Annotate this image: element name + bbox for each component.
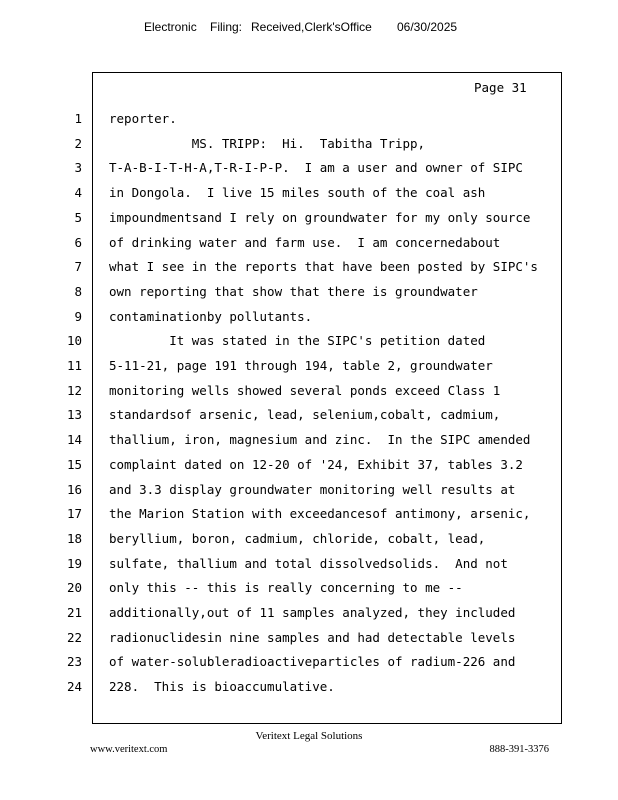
- header-date: 06/30/2025: [397, 20, 458, 34]
- line-text: beryllium, boron, cadmium, chloride, cobalt, lead,: [109, 530, 486, 546]
- line-number: 16: [66, 481, 82, 497]
- line-text: thallium, iron, magnesium and zinc. In the SIPC amended: [109, 432, 531, 448]
- transcript-line: [0, 630, 618, 654]
- transcript-line: [0, 457, 618, 481]
- line-text: radionuclidesin nine samples and had detectable levels: [109, 629, 516, 645]
- line-number: 19: [66, 555, 82, 571]
- line-text: T-A-B-I-T-H-A,T-R-I-P-P. I am a user and owner of SIPC: [109, 160, 523, 176]
- line-text: MS. TRIPP: Hi. Tabitha Tripp,: [109, 135, 426, 151]
- line-text: and 3.3 display groundwater monitoring well results at: [109, 481, 516, 497]
- line-text: sulfate, thallium and total dissolvedsolids. And not: [109, 555, 508, 571]
- line-number: 5: [74, 209, 82, 225]
- transcript-line: [0, 482, 618, 506]
- line-text: reporter.: [109, 111, 177, 126]
- line-number: 15: [66, 456, 82, 472]
- line-text: 228. This is bioaccumulative.: [109, 679, 335, 695]
- line-text: in Dongola. I live 15 miles south of the coal ash: [109, 185, 486, 201]
- transcript-line: [0, 531, 618, 555]
- line-number: 6: [74, 234, 82, 250]
- line-number: 13: [66, 407, 82, 423]
- transcript-line: [0, 556, 618, 580]
- line-number: 9: [74, 308, 82, 324]
- line-number: 17: [66, 506, 82, 522]
- transcript-line: [0, 383, 618, 407]
- transcript-line: [0, 679, 618, 703]
- line-text: 5-11-21, page 191 through 194, table 2, groundwater: [109, 358, 493, 373]
- transcript-line: [0, 605, 618, 629]
- header-filing: Filing:: [210, 20, 243, 34]
- transcript-line: [0, 333, 618, 357]
- line-text: of water-solubleradioactiveparticles of radium-226 and: [109, 654, 516, 670]
- transcript-line: [0, 580, 618, 604]
- line-number: 12: [66, 382, 82, 398]
- line-text: It was stated in the SIPC's petition dated: [109, 333, 486, 349]
- transcript-line: [0, 407, 618, 431]
- line-text: the Marion Station with exceedancesof antimony, arsenic,: [109, 506, 531, 522]
- line-number: 21: [66, 605, 82, 620]
- line-text: contaminationby pollutants.: [109, 308, 313, 324]
- line-number: 3: [74, 160, 82, 176]
- line-number: 14: [66, 432, 82, 448]
- page-number: Page 31: [474, 80, 527, 95]
- line-number: 11: [66, 358, 82, 373]
- line-text: what I see in the reports that have been posted by SIPC's: [109, 259, 538, 275]
- line-number: 20: [66, 580, 82, 596]
- line-number: 22: [66, 629, 82, 645]
- transcript-line: [0, 358, 618, 382]
- line-text: complaint dated on 12-20 of '24, Exhibit 37, tables 3.2: [109, 456, 523, 472]
- line-number: 10: [66, 333, 82, 349]
- transcript-line: [0, 654, 618, 678]
- line-text: additionally,out of 11 samples analyzed, they included: [109, 605, 516, 620]
- header-electronic: Electronic: [144, 20, 197, 34]
- line-number: 4: [74, 185, 82, 201]
- line-text: impoundmentsand I rely on groundwater for my only source: [109, 209, 531, 225]
- transcript-line: [0, 111, 618, 135]
- line-number: 2: [74, 135, 82, 151]
- line-text: monitoring wells showed several ponds exceed Class 1: [109, 382, 501, 398]
- transcript-line: [0, 210, 618, 234]
- footer-phone: 888-391-3376: [489, 744, 549, 755]
- transcript-line: [0, 160, 618, 184]
- line-number: 1: [74, 111, 82, 126]
- line-number: 23: [66, 654, 82, 670]
- footer-company: Veritext Legal Solutions: [255, 730, 363, 742]
- transcript-line: [0, 284, 618, 308]
- transcript-line: [0, 309, 618, 333]
- transcript-line: [0, 136, 618, 160]
- header-received: Received,Clerk'sOffice: [251, 20, 372, 34]
- line-number: 7: [74, 259, 82, 275]
- line-text: standardsof arsenic, lead, selenium,cobalt, cadmium,: [109, 407, 501, 423]
- line-text: own reporting that show that there is groundwater: [109, 283, 478, 299]
- transcript-line: [0, 432, 618, 456]
- transcript-line: [0, 235, 618, 259]
- transcript-line: [0, 259, 618, 283]
- line-text: of drinking water and farm use. I am concernedabout: [109, 234, 501, 250]
- line-number: 24: [66, 679, 82, 695]
- transcript-line: [0, 506, 618, 530]
- footer-website: www.veritext.com: [90, 744, 168, 755]
- line-number: 18: [66, 530, 82, 546]
- line-text: only this -- this is really concerning to me --: [109, 580, 463, 596]
- line-number: 8: [74, 283, 82, 299]
- transcript-line: [0, 185, 618, 209]
